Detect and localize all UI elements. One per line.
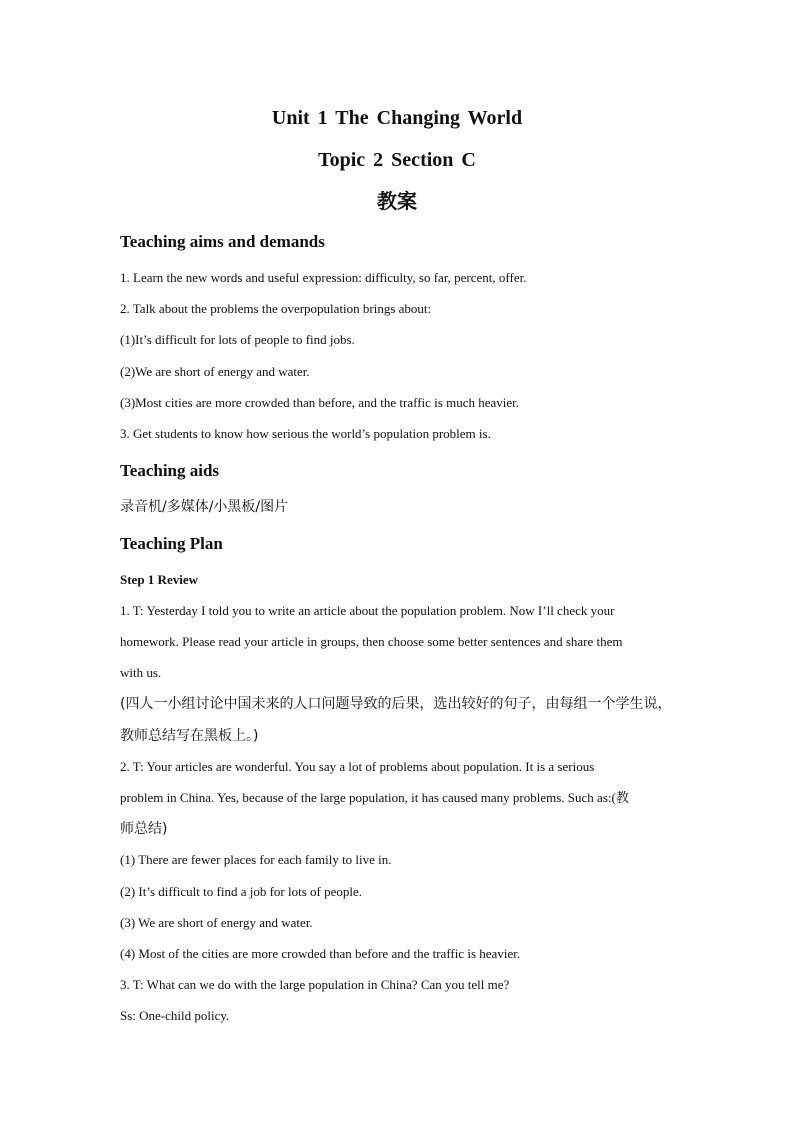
document-type-label: 教案 xyxy=(377,189,417,213)
aids-text: 录音机/多媒体/小黑板/图片 xyxy=(120,499,289,515)
plan-line: Ss: One-child policy. xyxy=(120,1008,230,1023)
plan-line: (1) There are fewer places for each family to live in. xyxy=(120,852,392,867)
plan-line: homework. Please read your article in groups, then choose some better sentences and share them xyxy=(120,634,623,649)
document-subtitle: Topic 2 Section C xyxy=(318,149,476,171)
aims-item: 2. Talk about the problems the overpopulation brings about: xyxy=(120,301,432,316)
step1-heading: Step 1 Review xyxy=(120,572,198,587)
plan-line: 师总结) xyxy=(120,821,168,837)
plan-line: 教师总结写在黑板上。) xyxy=(120,728,259,744)
aids-heading: Teaching aids xyxy=(120,461,220,480)
plan-line: problem in China. Yes, because of the large population, it has caused many problems. Such as:(教 xyxy=(120,790,629,805)
plan-line: (3) We are short of energy and water. xyxy=(120,915,313,930)
document-title: Unit 1 The Changing World xyxy=(271,107,523,129)
aims-item: (3)Most cities are more crowded than before, and the traffic is much heavier. xyxy=(120,395,519,410)
plan-line: 2. T: Your articles are wonderful. You say a lot of problems about population. It is a serious xyxy=(120,759,595,774)
plan-heading: Teaching Plan xyxy=(120,534,223,553)
plan-line: (4) Most of the cities are more crowded than before and the traffic is heavier. xyxy=(120,946,521,961)
plan-line: with us. xyxy=(120,665,162,680)
aims-item: (1)It’s difficult for lots of people to find jobs. xyxy=(120,332,355,347)
aims-item: 1. Learn the new words and useful expression: difficulty, so far, percent, offer. xyxy=(120,270,527,285)
plan-line: 1. T: Yesterday I told you to write an article about the population problem. Now I’ll check your xyxy=(120,603,615,618)
aims-heading: Teaching aims and demands xyxy=(120,232,325,251)
plan-line: (四人一小组讨论中国未来的人口问题导致的后果，选出较好的句子，由每组一个学生说， xyxy=(120,696,672,712)
plan-line: 3. T: What can we do with the large population in China? Can you tell me? xyxy=(120,977,510,992)
aims-item: 3. Get students to know how serious the world’s population problem is. xyxy=(120,426,491,441)
plan-line: (2) It’s difficult to find a job for lots of people. xyxy=(120,884,363,899)
aims-item: (2)We are short of energy and water. xyxy=(120,364,310,379)
